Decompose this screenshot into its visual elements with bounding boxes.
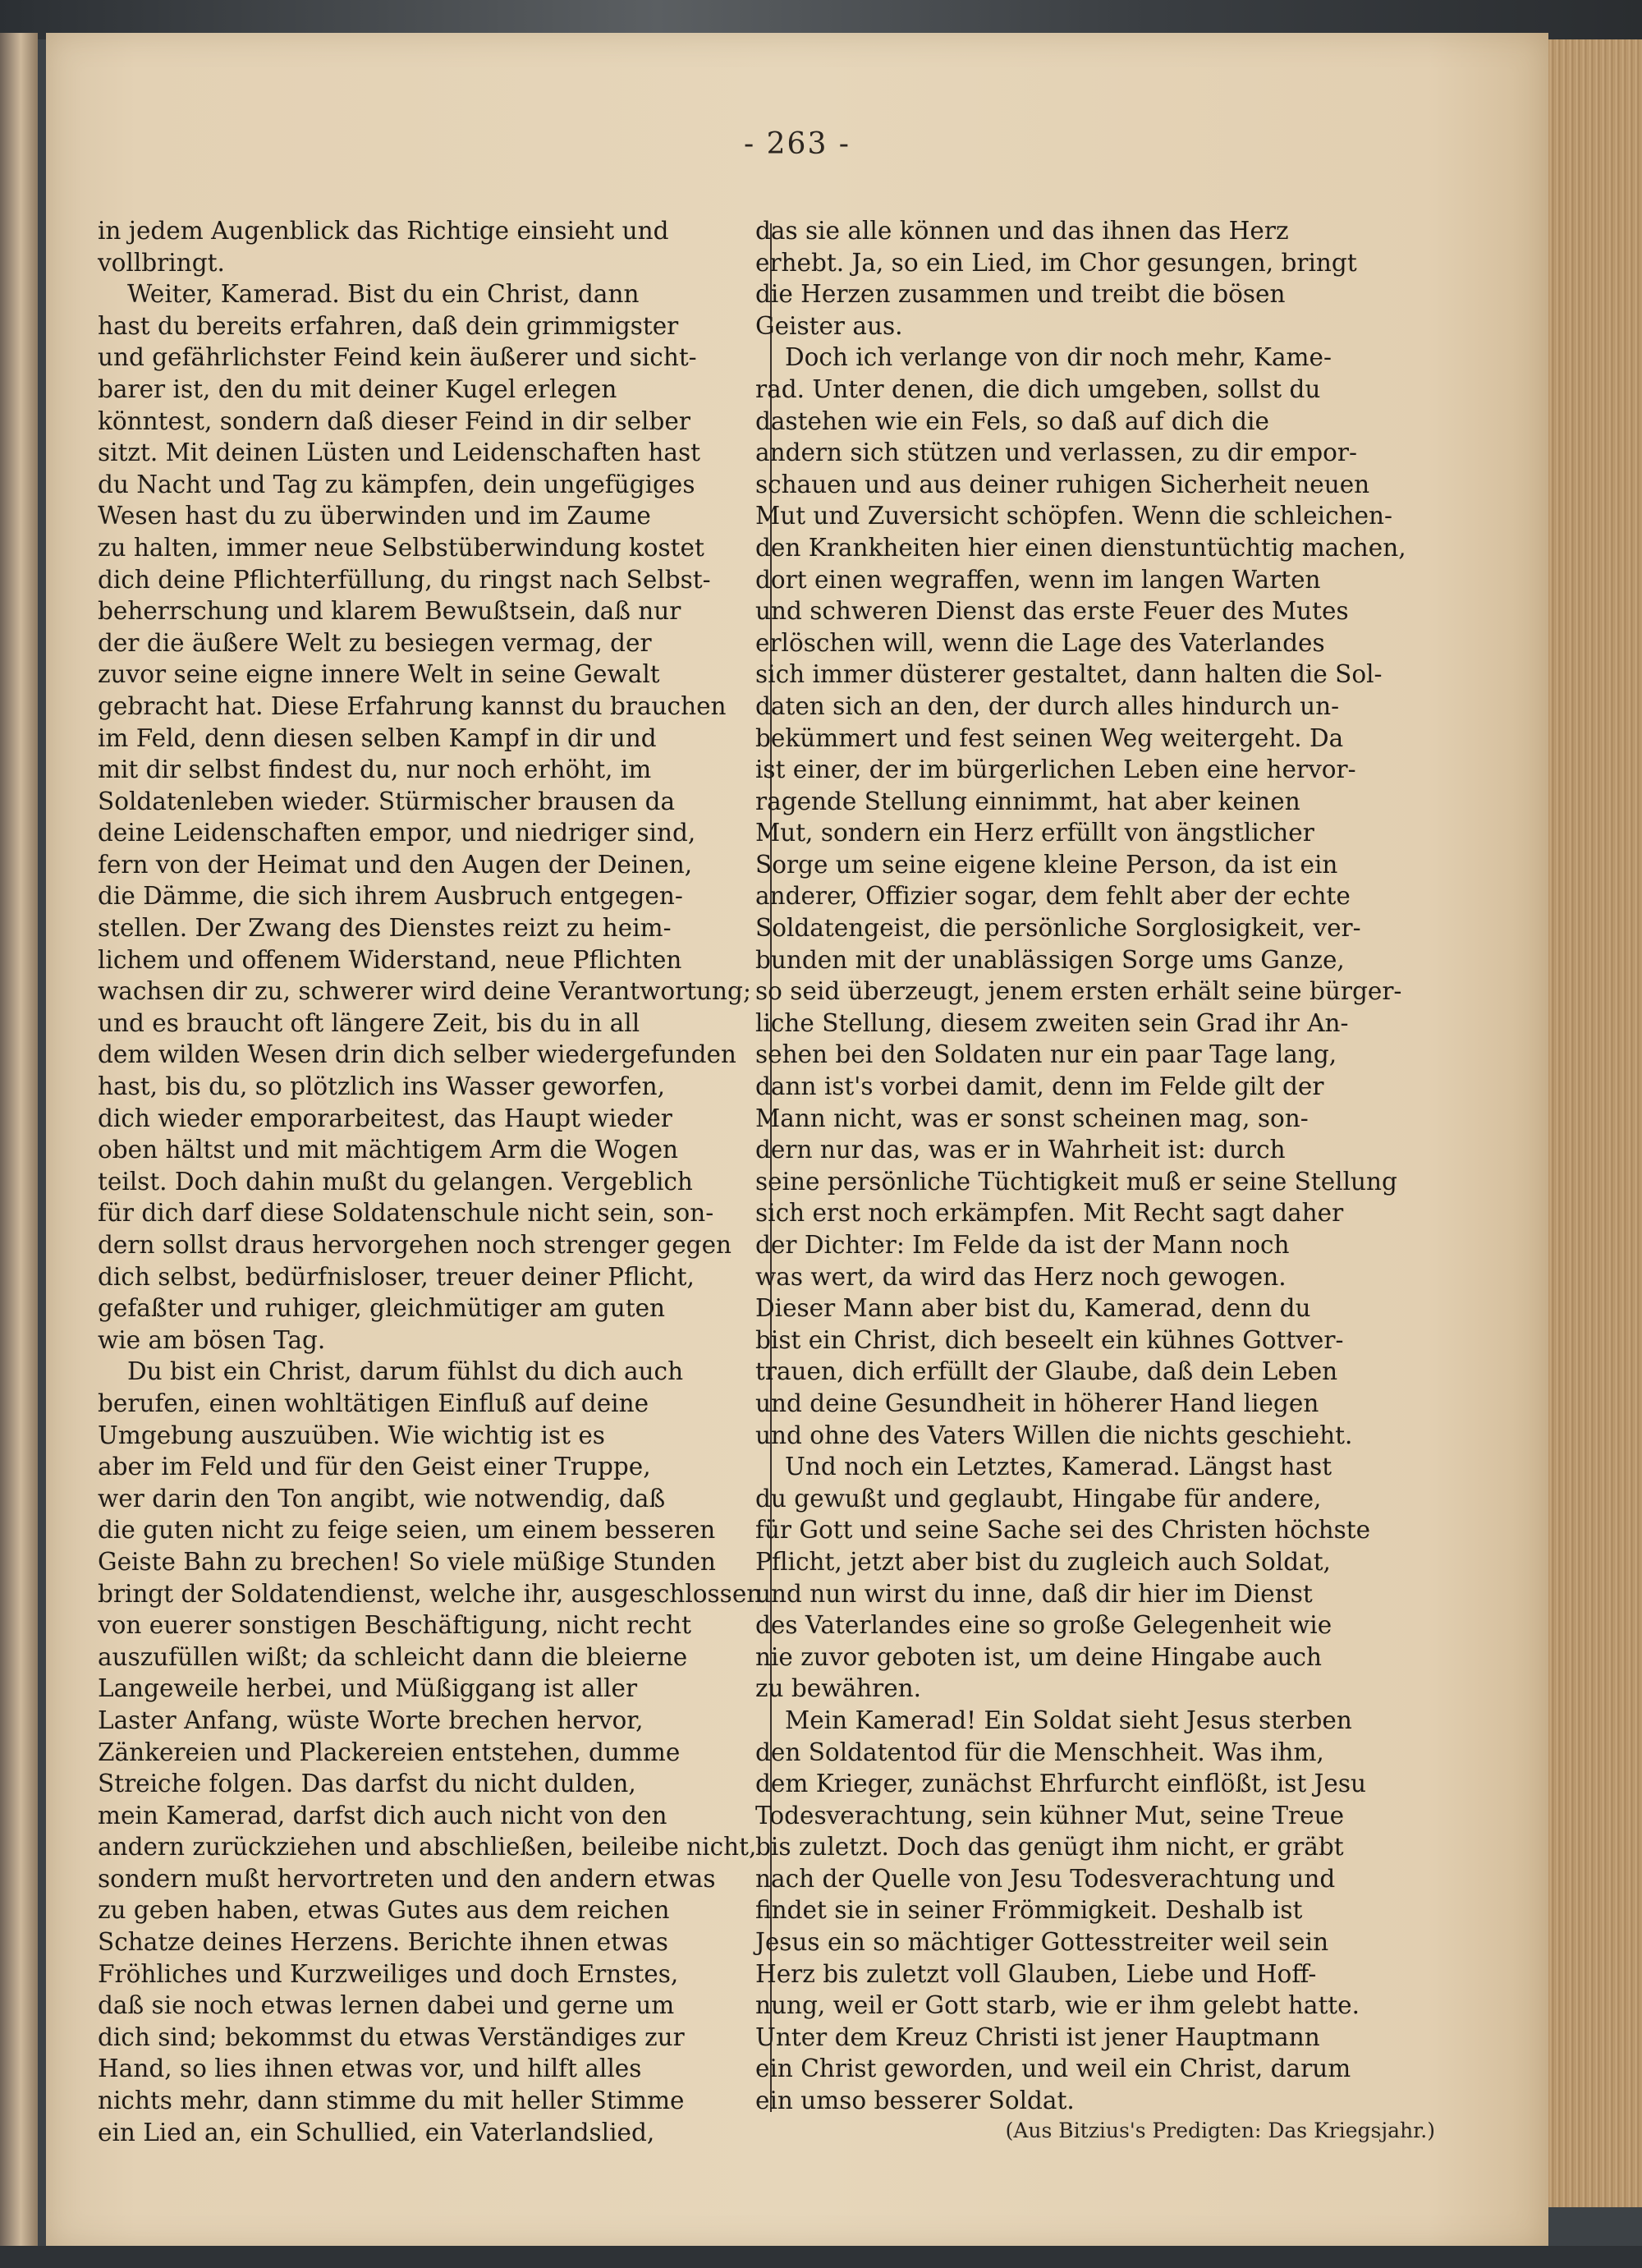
paragraph: Weiter, Kamerad. Bist du ein Christ, dann hast du bereits erfahren, daß dein grimmigster und gefährlichster Feind kein äußerer und sicht- barer ist, den du mit deiner Kugel erlegen könntest, sondern daß dieser Feind in dir selber sitzt. Mit deinen Lüsten und Leidenschaften hast du Nacht und Tag zu kämpfen, dein ungefügiges Wesen hast du zu überwinden und im Zaume zu halten, immer neue Selbstüberwindung kostet dich deine Pflichterfüllung, du ringst nach Selbst- beherrschung und klarem Bewußtsein, daß nur der die äußere Welt zu besiegen vermag, der zuvor seine eigne innere Welt in seine Gewalt gebracht hat. Diese Erfahrung kannst du brauchen im Feld, denn diesen selben Kampf in dir und mit dir selbst findest du, nur noch erhöht, im Soldatenleben wieder. Stürmischer brausen da deine Leidenschaften empor, und niedriger sind, fern von der Heimat und den Augen der Deinen, die Dämme, die sich ihrem Ausbruch entgegen- stellen. Der Zwang des Dienstes reizt zu heim- lichem und offenem Widerstand, neue Pflichten wachsen dir zu, schwerer wird deine Verantwortung; und es braucht oft längere Zeit, bis du in all dem wilden Wesen drin dich selber wiedergefunden hast, bis du, so plötzlich ins Wasser geworfen, dich wieder emporarbeitest, das Haupt wieder oben hältst und mit mächtigem Arm die Wogen teilst. Doch dahin mußt du gelangen. Vergeblich für dich darf diese Soldatenschule nicht sein, son- dern sollst draus hervorgehen noch strenger gegen dich selbst, bedürfnisloser, treuer deiner Pflicht, gefaßter und ruhiger, gleichmütiger am guten wie am bösen Tag. <box>98 280 751 1354</box>
facing-page-edge <box>0 33 38 2250</box>
paragraph: Und noch ein Letztes, Kamerad. Längst hast du gewußt und geglaubt, Hingabe für andere, für Gott und seine Sache sei des Christen höchste Pflicht, jetzt aber bist du zugleich auch Soldat, und nun wirst du inne, daß dir hier im Dienst des Vaterlandes eine so große Gelegenheit wie nie zuvor geboten ist, um deine Hingabe auch zu bewähren. <box>755 1453 1371 1703</box>
page-number: - 263 - <box>744 127 851 161</box>
paragraph: das sie alle können und das ihnen das Herz erhebt. Ja, so ein Lied, im Chor gesungen, bringt die Herzen zusammen und treibt die bösen Geister aus. <box>755 217 1357 340</box>
page-edges-stack <box>1548 39 1642 2207</box>
paragraph: in jedem Augenblick das Richtige einsieht und vollbringt. <box>98 217 669 277</box>
right-text-column <box>755 215 1435 2145</box>
source-citation: (Aus Bitzius's Predigten: Das Kriegsjahr.) <box>1005 2118 1435 2142</box>
paragraph: Du bist ein Christ, darum fühlst du dich auch berufen, einen wohltätigen Einfluß auf deine Umgebung auszuüben. Wie wichtig ist es aber im Feld und für den Geist einer Truppe, wer darin den Ton angibt, wie notwendig, daß die guten nicht zu feige seien, um einem besseren Geiste Bahn zu brechen! So viele müßige Stunden bringt der Soldatendienst, welche ihr, ausgeschlossen von euerer sonstigen Beschäftigung, nicht recht auszufüllen wißt; da schleicht dann die bleierne Langeweile herbei, und Müßiggang ist aller Laster Anfang, wüste Worte brechen hervor, Zänkereien und Plackereien entstehen, dumme Streiche folgen. Das darfst du nicht dulden, mein Kamerad, darfst dich auch nicht von den andern zurückziehen und abschließen, beileibe nicht, sondern mußt hervortreten und den andern etwas zu geben haben, etwas Gutes aus dem reichen Schatze deines Herzens. Berichte ihnen etwas Fröhliches und Kurzweiliges und doch Ernstes, daß sie noch etwas lernen dabei und gerne um dich sind; bekommst du etwas Verständiges zur Hand, so lies ihnen etwas vor, und hilft alles nichts mehr, dann stimme du mit heller Stimme ein Lied an, ein Schullied, ein Vaterlandslied, <box>98 1357 763 2146</box>
paragraph: Mein Kamerad! Ein Soldat sieht Jesus sterben den Soldatentod für die Menschheit. Was ihm, dem Krieger, zunächst Ehrfurcht einflößt, ist Jesu Todesverachtung, sein kühner Mut, seine Treue bis zuletzt. Doch das genügt ihm nicht, er gräbt nach der Quelle von Jesu Todesverachtung und findet sie in seiner Frömmigkeit. Deshalb ist Jesus ein so mächtiger Gottesstreiter weil sein Herz bis zuletzt voll Glauben, Liebe und Hoff- nung, weil er Gott starb, wie er ihm gelebt hatte. Unter dem Kreuz Christi ist jener Hauptmann ein Christ geworden, und weil ein Christ, darum ein umso besserer Soldat. <box>755 1706 1366 2115</box>
left-text-column <box>98 215 763 2148</box>
book-page <box>46 33 1548 2250</box>
paragraph: Doch ich verlange von dir noch mehr, Kame- rad. Unter denen, die dich umgeben, sollst du dastehen wie ein Fels, so daß auf dich die andern sich stützen und verlassen, zu dir empor- schauen und aus deiner ruhigen Sicherheit neuen Mut und Zuversicht schöpfen. Wenn die schleichen- den Krankheiten hier einen dienstuntüchtig machen, dort einen wegraffen, wenn im langen Warten und schweren Dienst das erste Feuer des Mutes erlöschen will, wenn die Lage des Vaterlandes sich immer düsterer gestaltet, dann halten die Sol- daten sich an den, der durch alles hindurch un- bekümmert und fest seinen Weg weitergeht. Da ist einer, der im bürgerlichen Leben eine hervor- ragende Stellung einnimmt, hat aber keinen Mut, sondern ein Herz erfüllt von ängstlicher Sorge um seine eigene kleine Person, da ist ein anderer, Offizier sogar, dem fehlt aber der echte Soldatengeist, die persönliche Sorglosigkeit, ver- bunden mit der unablässigen Sorge ums Ganze, so seid überzeugt, jenem ersten erhält seine bürger- liche Stellung, diesem zweiten sein Grad ihr An- sehen bei den Soldaten nur ein paar Tage lang, dann ist's vorbei damit, denn im Felde gilt der Mann nicht, was er sonst scheinen mag, son- dern nur das, was er in Wahrheit ist: durch seine persönliche Tüchtigkeit muß er seine Stellung sich erst noch erkämpfen. Mit Recht sagt daher der Dichter: Im Felde da ist der Mann noch was wert, da wird das Herz noch gewogen. Dieser Mann aber bist du, Kamerad, denn du bist ein Christ, dich beseelt ein kühnes Gottver- trauen, dich erfüllt der Glaube, daß dein Leben und deine Gesundheit in höherer Hand liegen und ohne des Vaters Willen die nichts geschieht. <box>755 343 1406 1449</box>
book-cover-bottom <box>0 2246 1642 2268</box>
